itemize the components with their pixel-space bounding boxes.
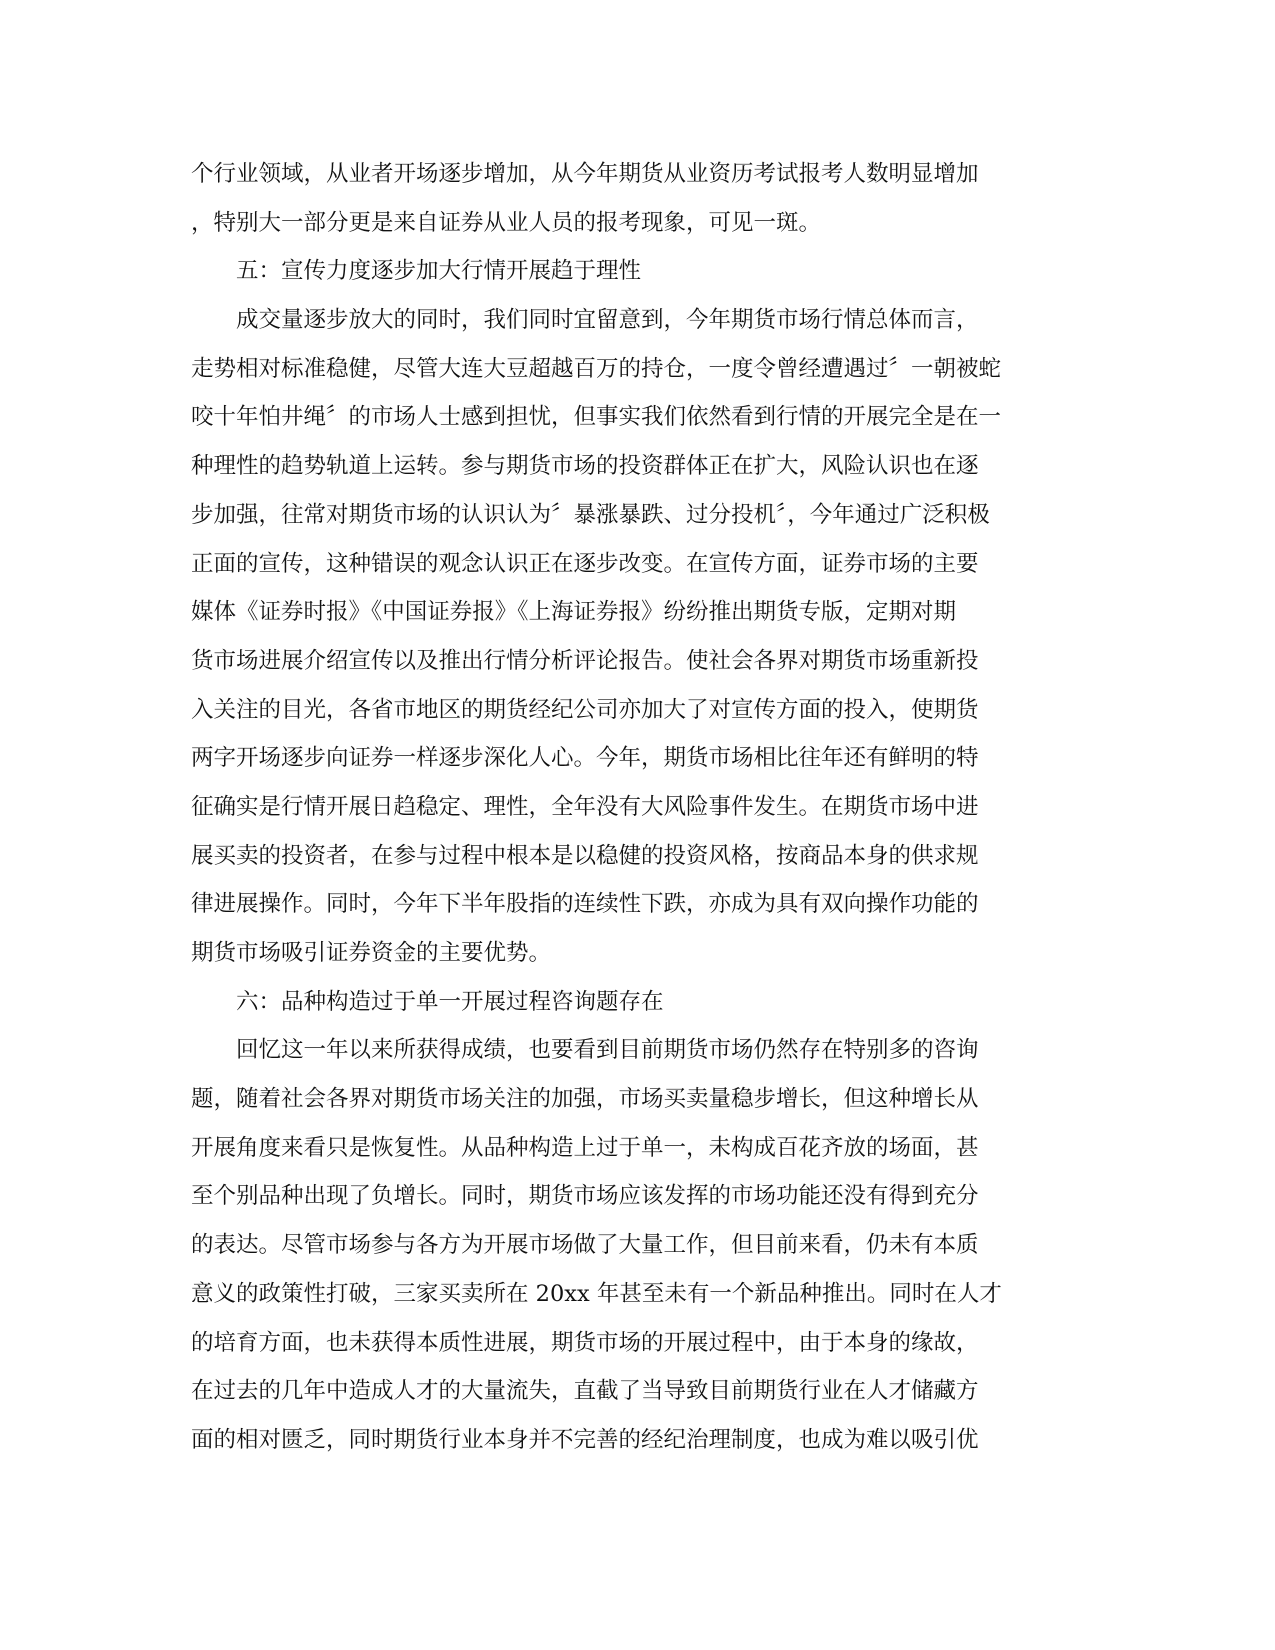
text-line: 个行业领域，从业者开场逐步增加，从今年期货从业资历考试报考人数明显增加	[191, 161, 979, 187]
text-line: 在过去的几年中造成人才的大量流失，直截了当导致目前期货行业在人才储藏方	[191, 1378, 979, 1405]
text-line: 正面的宣传，这种错误的观念认识正在逐步改变。在宣传方面，证券市场的主要	[191, 550, 979, 577]
paragraph-first-line: 回忆这一年以来所获得成绩，也要看到目前期货市场仍然存在特别多的咨询	[236, 1037, 979, 1064]
text-line: 两字开场逐步向证券一样逐步深化人心。今年，期货市场相比往年还有鲜明的特	[191, 745, 979, 772]
section-heading: 五：宣传力度逐步加大行情开展趋于理性	[236, 258, 642, 285]
text-line: 货市场进展介绍宣传以及推出行情分析评论报告。使社会各界对期货市场重新投	[191, 647, 979, 674]
text-line: 开展角度来看只是恢复性。从品种构造上过于单一，未构成百花齐放的场面，甚	[191, 1134, 979, 1161]
text-line: 意义的政策性打破，三家买卖所在 20xx 年甚至未有一个新品种推出。同时在人才	[191, 1280, 1002, 1307]
text-line: 期货市场吸引证券资金的主要优势。	[191, 940, 552, 966]
text-line: 的表达。尽管市场参与各方为开展市场做了大量工作，但目前来看，仍未有本质	[191, 1232, 979, 1259]
text-line: 入关注的目光，各省市地区的期货经纪公司亦加大了对宣传方面的投入，使期货	[191, 696, 979, 723]
body-text	[191, 150, 1081, 1465]
text-line: 征确实是行情开展日趋稳定、理性，全年没有大风险事件发生。在期货市场中进	[191, 793, 979, 820]
text-line: 媒体《证券时报》《中国证券报》《上海证券报》纷纷推出期货专版，定期对期	[191, 599, 957, 626]
text-line: 律进展操作。同时，今年下半年股指的连续性下跌，亦成为具有双向操作功能的	[191, 891, 979, 918]
section-heading: 六：品种构造过于单一开展过程咨询题存在	[236, 988, 664, 1015]
paragraph-first-line: 成交量逐步放大的同时，我们同时宜留意到，今年期货市场行情总体而言，	[236, 307, 979, 334]
text-line: 咬十年怕井绳〞的市场人士感到担忧，但事实我们依然看到行情的开展完全是在一	[191, 404, 1002, 431]
text-line: 面的相对匮乏，同时期货行业本身并不完善的经纪治理制度，也成为难以吸引优	[191, 1426, 979, 1453]
text-line: ，特别大一部分更是来自证券从业人员的报考现象，可见一斑。	[191, 209, 822, 236]
text-line: 种理性的趋势轨道上运转。参与期货市场的投资群体正在扩大，风险认识也在逐	[191, 453, 979, 480]
text-line: 展买卖的投资者，在参与过程中根本是以稳健的投资风格，按商品本身的供求规	[191, 842, 979, 869]
text-line: 题，随着社会各界对期货市场关注的加强，市场买卖量稳步增长，但这种增长从	[191, 1086, 979, 1113]
text-line: 步加强，往常对期货市场的认识认为〞暴涨暴跌、过分投机〞，今年通过广泛积极	[191, 501, 990, 528]
text-line: 至个别品种出现了负增长。同时，期货市场应该发挥的市场功能还没有得到充分	[191, 1183, 979, 1210]
text-line: 走势相对标准稳健，尽管大连大豆超越百万的持仓，一度令曾经遭遇过〞一朝被蛇	[191, 355, 1002, 382]
text-line: 的培育方面，也未获得本质性进展，期货市场的开展过程中，由于本身的缘故，	[191, 1329, 979, 1356]
